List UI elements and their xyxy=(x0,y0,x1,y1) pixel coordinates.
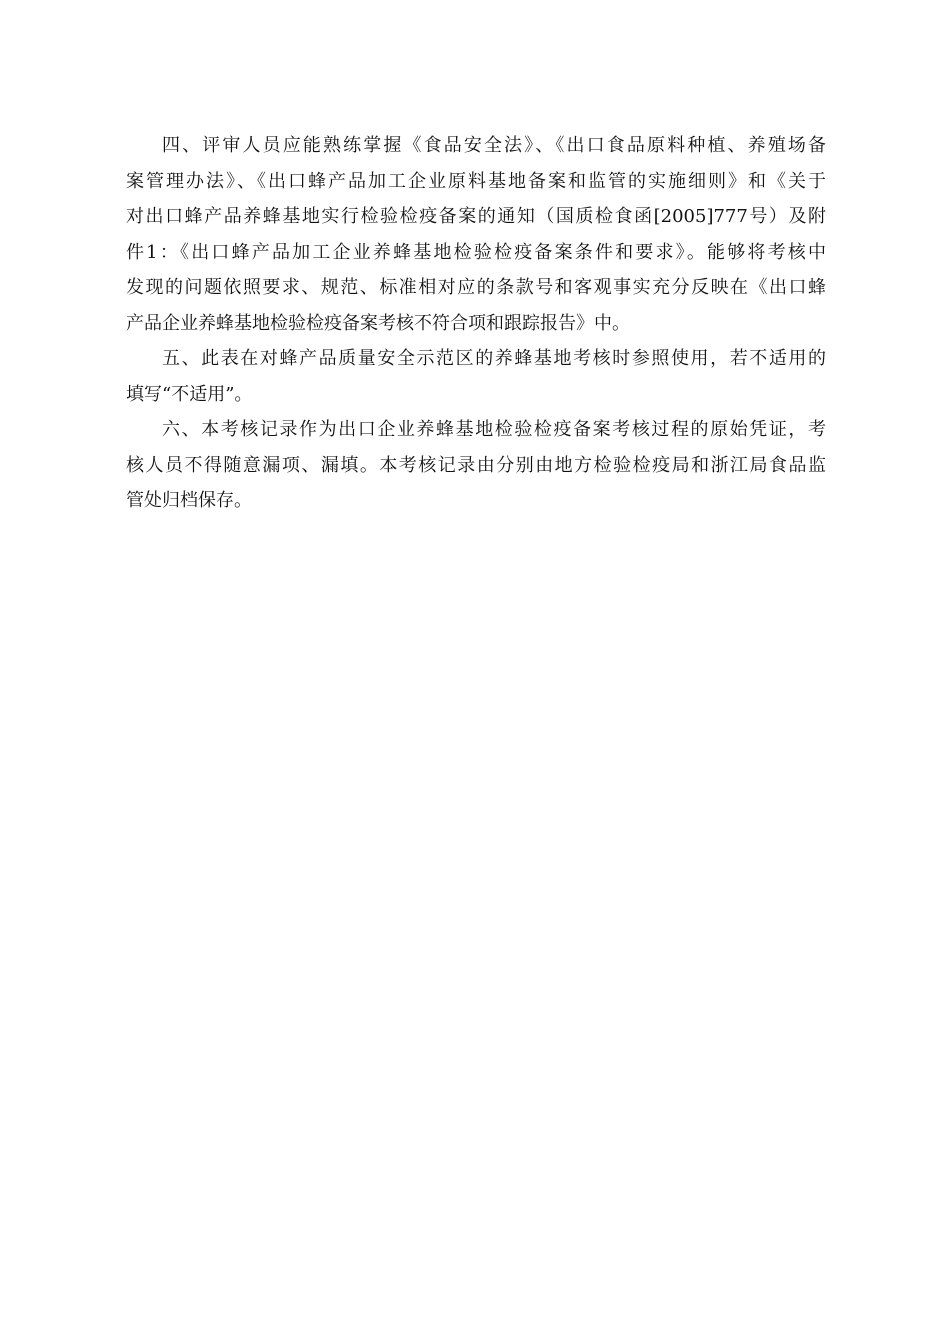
text-line: 件1：《出口蜂产品加工企业养蜂基地检验检疫备案条件和要求》。能够将考核中 xyxy=(126,241,826,263)
text-line: 对出口蜂产品养蜂基地实行检验检疫备案的通知（国质检食函[2005]777号）及附 xyxy=(126,206,826,227)
text-line: 填写“不适用”。 xyxy=(126,383,253,405)
document-body xyxy=(126,128,826,519)
text-line: 发现的问题依照要求、规范、标准相对应的条款号和客观事实充分反映在《出口蜂 xyxy=(126,277,826,298)
text-line: 五、此表在对蜂产品质量安全示范区的养蜂基地考核时参照使用，若不适用的 xyxy=(162,348,826,369)
text-line: 核人员不得随意漏项、漏填。本考核记录由分别由地方检验检疫局和浙江局食品监 xyxy=(126,454,826,476)
text-line: 案管理办法》、《出口蜂产品加工企业原料基地备案和监管的实施细则》和《关于 xyxy=(126,170,826,192)
text-line: 管处归档保存。 xyxy=(126,490,252,511)
paragraph-4-reviewer-requirements xyxy=(126,128,826,341)
paragraph-5-table-usage xyxy=(126,341,826,412)
paragraph-6-record-archiving xyxy=(126,412,826,519)
text-line: 四、评审人员应能熟练掌握《食品安全法》、《出口食品原料种植、养殖场备 xyxy=(162,135,826,156)
text-line: 产品企业养蜂基地检验检疫备案考核不符合项和跟踪报告》中。 xyxy=(126,312,630,334)
text-line: 六、本考核记录作为出口企业养蜂基地检验检疫备案考核过程的原始凭证，考 xyxy=(162,419,826,440)
